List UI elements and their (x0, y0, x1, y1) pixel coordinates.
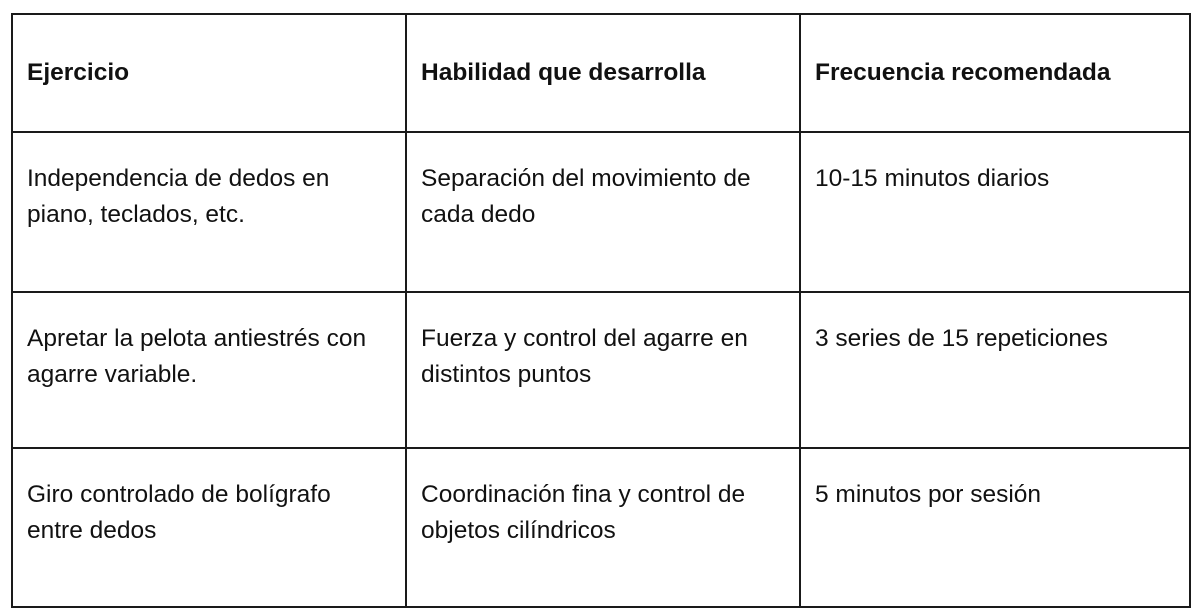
cell-ejercicio: Giro controlado de bolígrafo entre dedos (12, 448, 406, 607)
header-habilidad: Habilidad que desarrolla (406, 14, 800, 132)
cell-habilidad: Fuerza y control del agarre en distintos puntos (406, 292, 800, 448)
table-row (12, 292, 1190, 448)
cell-ejercicio: Independencia de dedos en piano, teclados, etc. (12, 132, 406, 292)
cell-habilidad: Separación del movimiento de cada dedo (406, 132, 800, 292)
cell-frecuencia: 3 series de 15 repeticiones (800, 292, 1190, 448)
cell-frecuencia: 5 minutos por sesión (800, 448, 1190, 607)
header-frecuencia: Frecuencia recomendada (800, 14, 1190, 132)
cell-ejercicio: Apretar la pelota antiestrés con agarre variable. (12, 292, 406, 448)
cell-habilidad: Coordinación fina y control de objetos cilíndricos (406, 448, 800, 607)
exercise-table (11, 13, 1191, 608)
table-row (12, 132, 1190, 292)
cell-frecuencia: 10-15 minutos diarios (800, 132, 1190, 292)
table-header-row (12, 14, 1190, 132)
table-row (12, 448, 1190, 607)
header-ejercicio: Ejercicio (12, 14, 406, 132)
